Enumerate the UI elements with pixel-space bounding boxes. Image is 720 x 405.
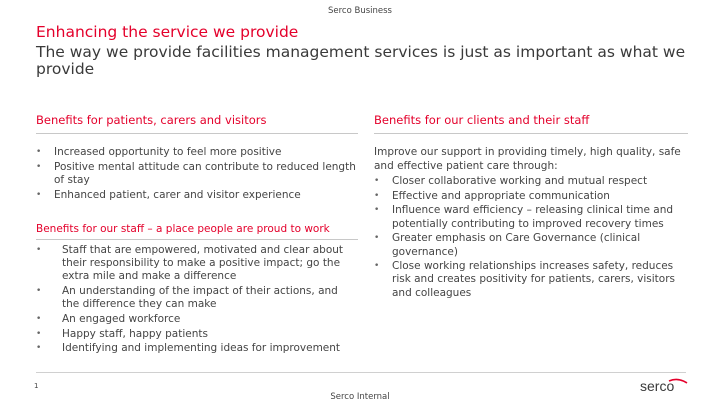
- bullet-icon: •: [374, 176, 380, 186]
- bullet-icon: •: [36, 161, 42, 172]
- list-item: • An engaged workforce: [36, 313, 181, 326]
- footer-divider: [36, 372, 686, 373]
- business-label: Serco Business: [328, 6, 392, 16]
- staff-benefits-list: [36, 244, 358, 357]
- bullet-icon: •: [374, 190, 380, 201]
- list-item: • Staff that are empowered, motivated and clear about their responsibility to make a positive impact; go the extra mile and make a difference: [36, 244, 344, 283]
- list-item: • Effective and appropriate communication: [374, 189, 610, 202]
- list-item: • Influence ward efficiency – releasing clinical time and potentially contributing to improved recovery times: [374, 204, 674, 230]
- list-item: • Increased opportunity to feel more positive: [36, 146, 282, 158]
- slide-subtitle: The way we provide facilities management services is just as important as what we provide: [36, 43, 686, 78]
- classification-label: Serco Internal: [330, 392, 390, 402]
- slide-title: Enhancing the service we provide: [36, 23, 299, 41]
- clients-benefits-list: [374, 175, 690, 301]
- bullet-icon: •: [374, 261, 380, 272]
- bullet-icon: •: [374, 205, 380, 216]
- bullet-icon: •: [36, 189, 42, 200]
- list-item: • An understanding of the impact of their actions, and the difference they can make: [36, 285, 338, 311]
- serco-logo: [640, 378, 688, 396]
- list-item: • Close working relationships increases safety, reduces risk and creates positivity for patients, carers, visitors and colleagues: [374, 260, 676, 299]
- bullet-icon: •: [36, 328, 42, 339]
- bullet-icon: •: [36, 314, 42, 325]
- bullet-icon: •: [36, 245, 42, 255]
- clients-benefits-intro: Improve our support in providing timely, high quality, safe and effective patient care through:: [374, 146, 681, 172]
- list-item: • Enhanced patient, carer and visitor experience: [36, 188, 301, 201]
- bullet-icon: •: [374, 233, 380, 244]
- bullet-icon: •: [36, 147, 42, 157]
- bullet-icon: •: [36, 343, 42, 354]
- list-item: • Greater emphasis on Care Governance (clinical governance): [374, 232, 641, 258]
- list-item: • Closer collaborative working and mutual respect: [374, 175, 648, 187]
- bullet-icon: •: [36, 286, 42, 297]
- list-item: • Positive mental attitude can contribute to reduced length of stay: [36, 160, 356, 186]
- patients-benefits-heading: Benefits for patients, carers and visitors: [36, 113, 358, 134]
- staff-benefits-heading: Benefits for our staff – a place people are proud to work: [36, 223, 358, 240]
- list-item: • Happy staff, happy patients: [36, 327, 208, 340]
- patients-benefits-list: [36, 146, 356, 203]
- logo-text: serco: [640, 378, 675, 394]
- clients-benefits-heading: Benefits for our clients and their staff: [374, 113, 688, 134]
- list-item: • Identifying and implementing ideas for improvement: [36, 342, 341, 355]
- page-number: 1: [34, 382, 39, 390]
